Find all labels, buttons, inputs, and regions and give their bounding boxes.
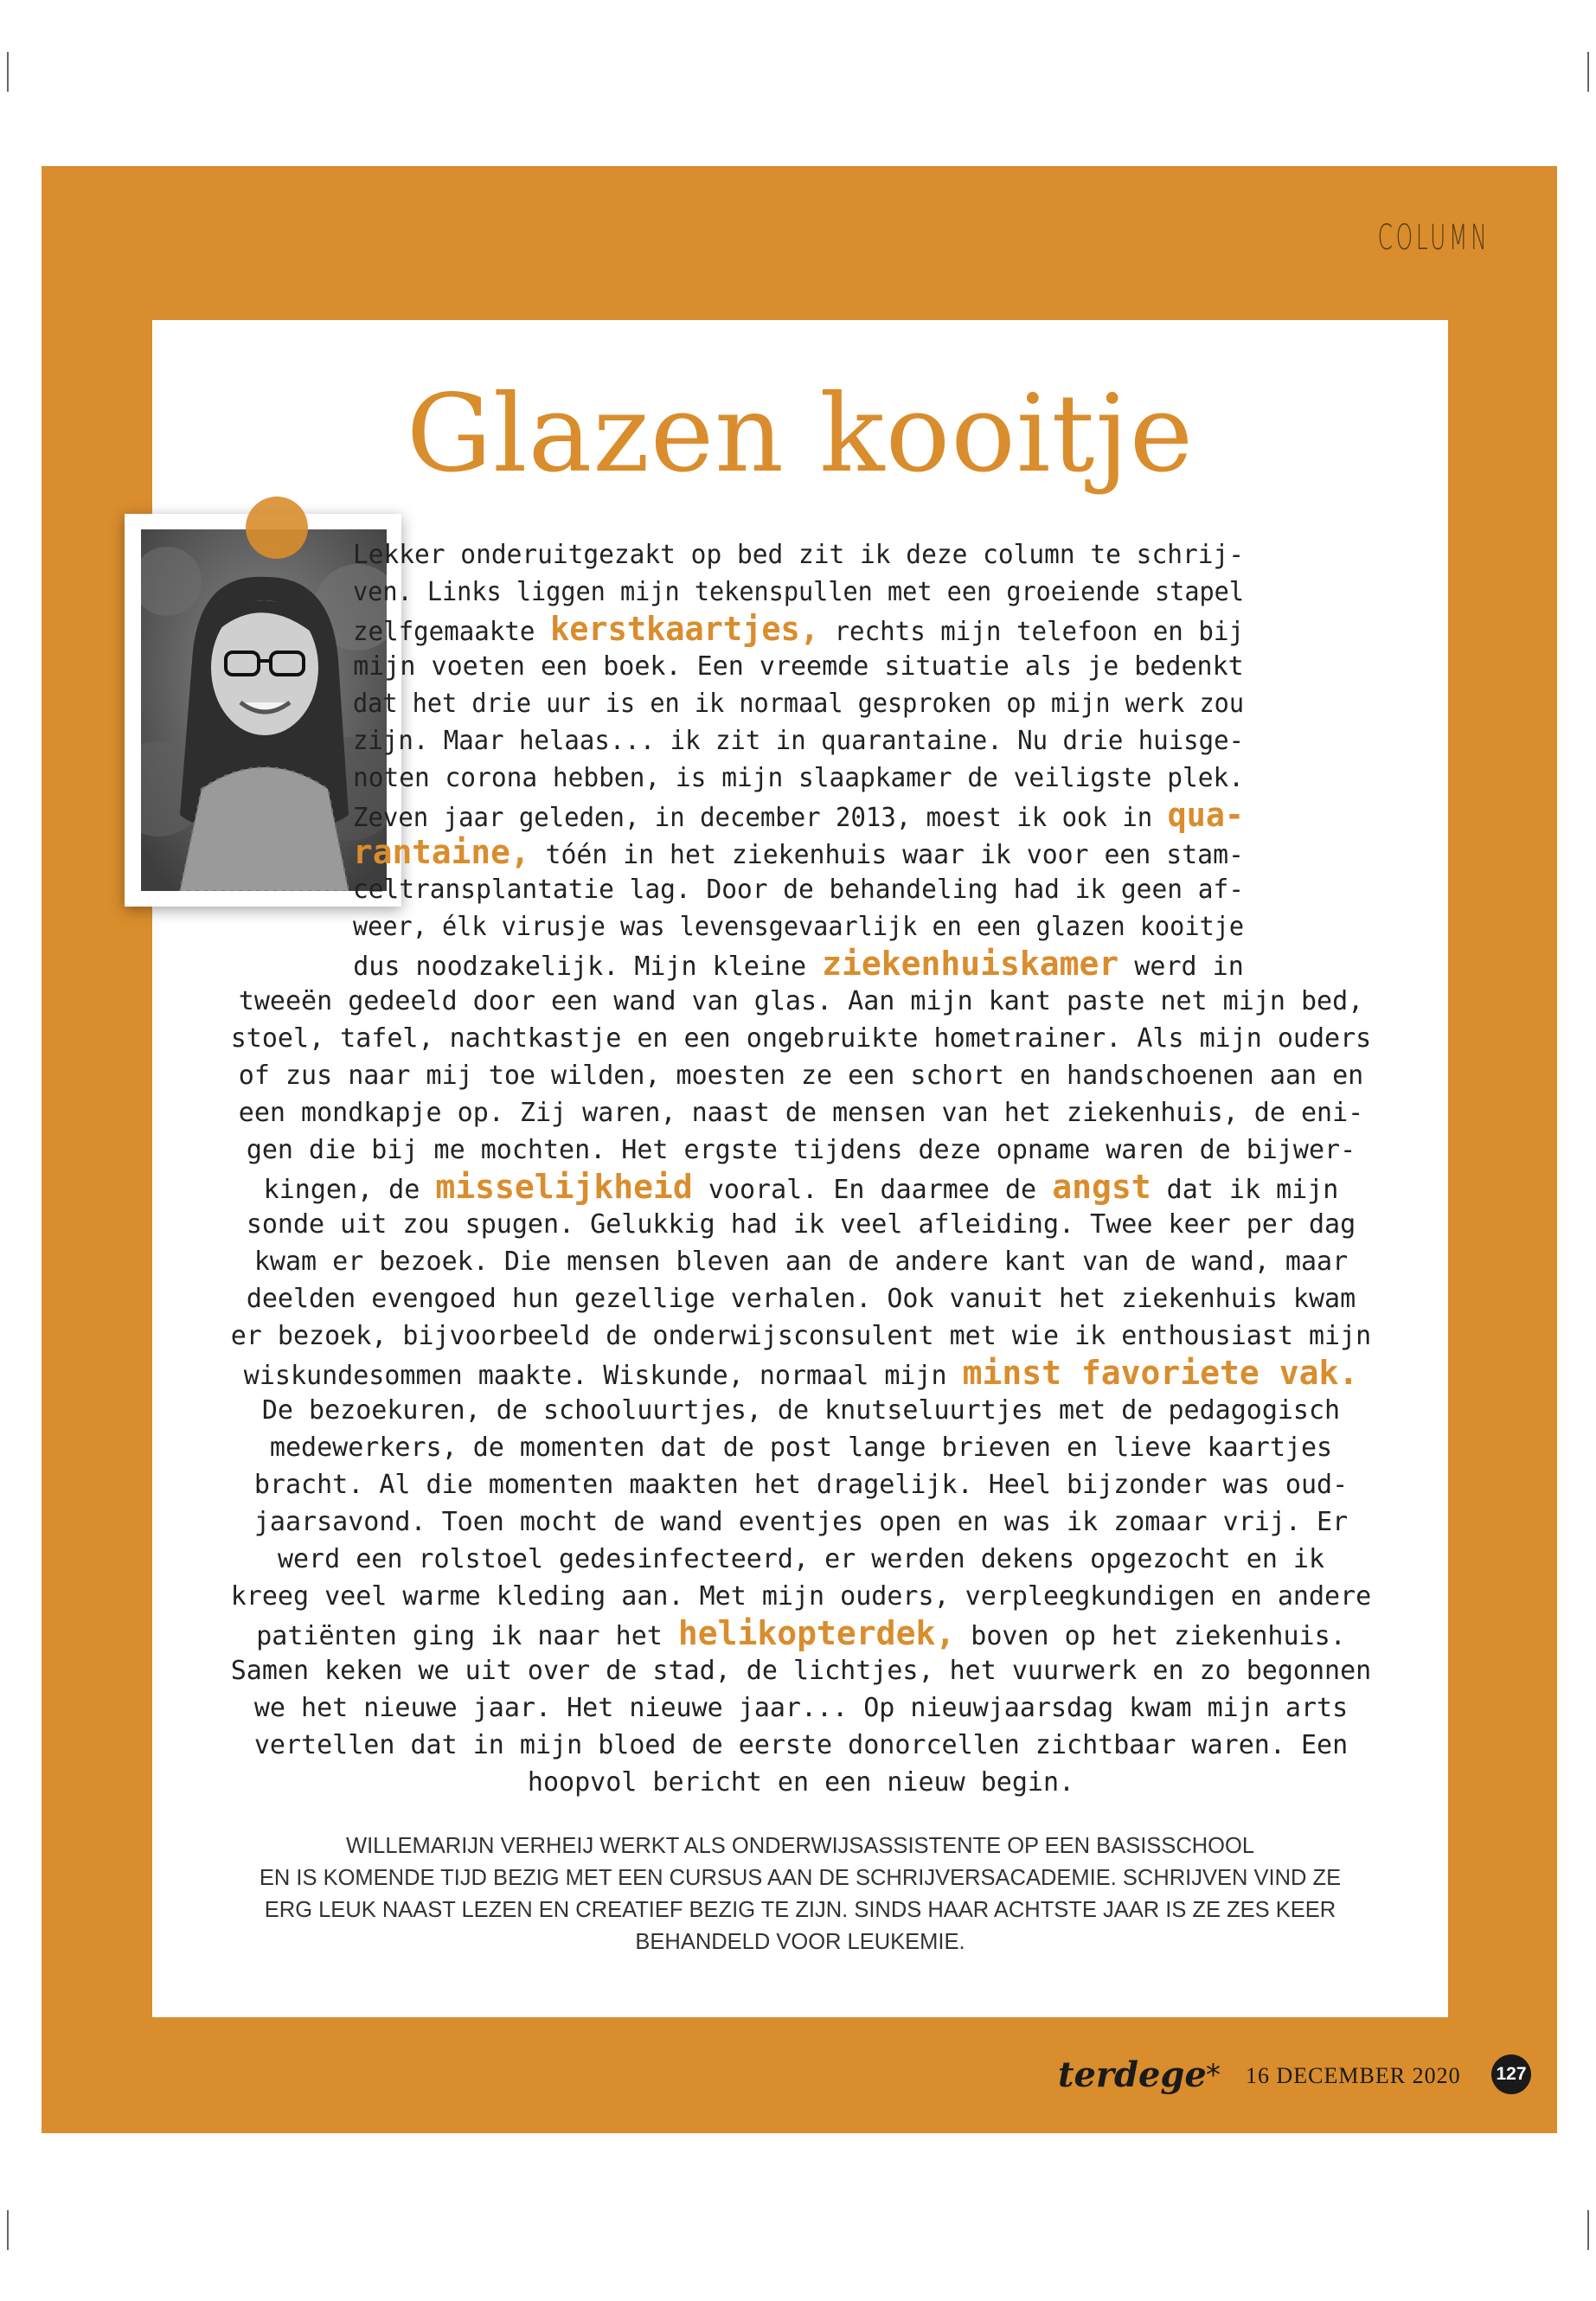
author-photo — [141, 529, 387, 891]
body-text-run: patiënten ging ik naar het — [256, 1621, 678, 1651]
body-text-run: ven. Links liggen mijn tekenspullen met een groeiende stapel — [353, 577, 1244, 607]
crop-mark — [1587, 2210, 1589, 2250]
crop-mark — [1587, 52, 1589, 92]
body-text-run: tweeën gedeeld door een wand van glas. Aan mijn kant paste net mijn bed, — [238, 986, 1364, 1016]
issue-date: 16 DECEMBER 2020 — [1246, 2063, 1461, 2088]
body-text-run: mijn voeten een boek. Een vreemde situatie als je bedenkt — [353, 651, 1244, 682]
body-line — [254, 1689, 1348, 1727]
body-line — [353, 945, 1244, 985]
body-line — [247, 1280, 1356, 1317]
body-line — [353, 648, 1244, 685]
body-text-run: we het nieuwe jaar. Het nieuwe jaar... Op nieuwjaarsdag kwam mijn arts — [253, 1693, 1349, 1723]
body-text-run: weer, élk virusje was levensgevaarlijk en een glazen kooitje — [353, 912, 1244, 942]
body-line — [256, 1615, 1346, 1655]
body-line — [353, 685, 1244, 722]
body-text-run: gen die bij me mochten. Het ergste tijdens deze opname waren de bijwer- — [246, 1135, 1356, 1165]
highlight-word: misselijkheid — [435, 1168, 693, 1206]
photo-pin — [246, 497, 308, 559]
author-bio — [152, 1830, 1448, 1958]
body-line — [239, 983, 1363, 1020]
body-line — [353, 871, 1244, 908]
body-text-run: dus noodzakelijk. Mijn kleine — [353, 952, 823, 982]
body-line — [254, 1466, 1348, 1503]
body-line — [231, 1578, 1372, 1615]
body-text-run: tóén in het ziekenhuis waar ik voor een stam- — [529, 840, 1244, 870]
body-text-run: Samen keken we uit over de stad, de lichtjes, het vuurwerk en zo begonnen — [230, 1656, 1372, 1686]
body-text-run: boven op het ziekenhuis. — [955, 1621, 1346, 1651]
body-line — [244, 1355, 1358, 1394]
body-line — [239, 1057, 1363, 1094]
highlight-word: helikopterdek, — [677, 1614, 956, 1652]
body-line — [264, 1169, 1339, 1208]
body-line — [353, 611, 1244, 651]
body-line — [353, 536, 1244, 574]
body-text-run: werd een rolstoel gedesinfecteerd, er werden dekens opgezocht en ik — [277, 1544, 1325, 1574]
body-text-run: wiskundesommen maakte. Wiskunde, normaal mijn — [243, 1361, 963, 1391]
body-text-run: hoopvol bericht en een nieuw begin. — [527, 1767, 1075, 1798]
body-text-run: zijn. Maar helaas... ik zit in quarantaine. Nu drie huisge- — [353, 726, 1244, 756]
column-frame — [42, 166, 1557, 2133]
body-text-run: of zus naar mij toe wilden, moesten ze een schort en handschoenen aan en — [238, 1061, 1364, 1091]
body-text-run: kingen, de — [263, 1175, 436, 1205]
highlight-word: qua- — [1167, 796, 1244, 834]
body-text-run: Lekker onderuitgezakt op bed zit ik deze column te schrij- — [353, 540, 1244, 570]
highlight-word: ziekenhuiskamer — [822, 945, 1119, 983]
body-line — [270, 1429, 1332, 1466]
body-text-run: vooral. En daarmee de — [692, 1175, 1053, 1205]
bio-line: BEHANDELD VOOR LEUKEMIE. — [635, 1930, 965, 1954]
body-text-run: deelden evengoed hun gezellige verhalen. Ook vanuit het ziekenhuis kwam — [246, 1284, 1356, 1314]
body-line — [247, 1206, 1356, 1243]
body-text-run: celtransplantatie lag. Door de behandeling had ik geen af- — [353, 875, 1244, 905]
separator-icon: * — [1206, 2058, 1221, 2093]
body-line — [353, 574, 1244, 611]
article-title: Glazen kooitje — [406, 372, 1195, 497]
bio-line: WILLEMARIJN VERHEIJ WERKT ALS ONDERWIJSASSISTENTE OP EEN BASISSCHOOL — [346, 1834, 1254, 1858]
body-line — [254, 1503, 1348, 1541]
body-text-run: sonde uit zou spugen. Gelukkig had ik veel afleiding. Twee keer per dag — [246, 1209, 1356, 1240]
brand-logo: terdege — [1058, 2054, 1207, 2095]
body-line — [353, 908, 1244, 945]
body-line — [254, 1243, 1348, 1280]
body-line — [254, 1727, 1348, 1764]
body-line — [353, 797, 1244, 836]
body-text-run: noten corona hebben, is mijn slaapkamer de veiligste plek. — [353, 763, 1244, 793]
section-label: COLUMN — [1377, 218, 1490, 258]
page-number: 127 — [1491, 2054, 1531, 2094]
body-line — [231, 1317, 1372, 1355]
body-line — [278, 1541, 1324, 1578]
bio-line: ERG LEUK NAAST LEZEN EN CREATIEF BEZIG TE ZIJN. SINDS HAAR ACHTSTE JAAR IS ZE ZES KEER — [264, 1898, 1336, 1922]
body-text-run: werd in — [1118, 952, 1244, 982]
highlight-word: minst favoriete vak. — [962, 1354, 1359, 1392]
body-line — [231, 1652, 1372, 1689]
body-text-run: medewerkers, de momenten dat de post lange brieven en lieve kaartjes — [269, 1433, 1333, 1463]
body-text-run: kwam er bezoek. Die mensen bleven aan de andere kant van de wand, maar — [253, 1247, 1349, 1277]
body-text-run: Zeven jaar geleden, in december 2013, moest ik ook in — [353, 803, 1168, 833]
crop-mark — [7, 2210, 9, 2250]
body-text-run: er bezoek, bijvoorbeeld de onderwijsconsulent met wie ik enthousiast mijn — [230, 1321, 1372, 1351]
highlight-word: kerstkaartjes, — [549, 610, 819, 648]
body-line — [353, 760, 1244, 797]
body-text-run: De bezoekuren, de schooluurtjes, de knutseluurtjes met de pedagogisch — [261, 1395, 1341, 1426]
body-text-run: zelfgemaakte — [353, 617, 550, 647]
article-card — [152, 320, 1448, 2017]
body-text-run: dat het drie uur is en ik normaal gesproken op mijn werk zou — [353, 689, 1244, 719]
body-text-run: jaarsavond. Toen mocht de wand eventjes open en was ik zomaar vrij. Er — [253, 1507, 1349, 1537]
body-text-run: stoel, tafel, nachtkastje en een ongebruikte hometrainer. Als mijn ouders — [230, 1023, 1372, 1054]
body-text-run: dat ik mijn — [1151, 1175, 1339, 1205]
highlight-word: angst — [1052, 1168, 1151, 1206]
body-text-run: een mondkapje op. Zij waren, naast de mensen van het ziekenhuis, de eni- — [238, 1098, 1364, 1128]
body-line — [231, 1020, 1372, 1057]
crop-mark — [7, 52, 9, 92]
body-text-run: vertellen dat in mijn bloed de eerste donorcellen zichtbaar waren. Een — [253, 1730, 1349, 1760]
body-line — [528, 1764, 1074, 1801]
body-line — [239, 1094, 1363, 1131]
body-line — [247, 1131, 1356, 1169]
bio-line: EN IS KOMENDE TIJD BEZIG MET EEN CURSUS AAN DE SCHRIJVERSACADEMIE. SCHRIJVEN VIND ZE — [259, 1866, 1342, 1890]
body-text-run: bracht. Al die momenten maakten het dragelijk. Heel bijzonder was oud- — [253, 1470, 1349, 1500]
body-text-run: kreeg veel warme kleding aan. Met mijn ouders, verpleegkundigen en andere — [230, 1581, 1372, 1612]
body-line — [262, 1392, 1340, 1429]
body-line — [353, 834, 1244, 874]
highlight-word: rantaine, — [353, 833, 530, 871]
portrait-image — [141, 529, 387, 891]
body-line — [353, 722, 1244, 760]
body-text-run: rechts mijn telefoon en bij — [818, 617, 1244, 647]
